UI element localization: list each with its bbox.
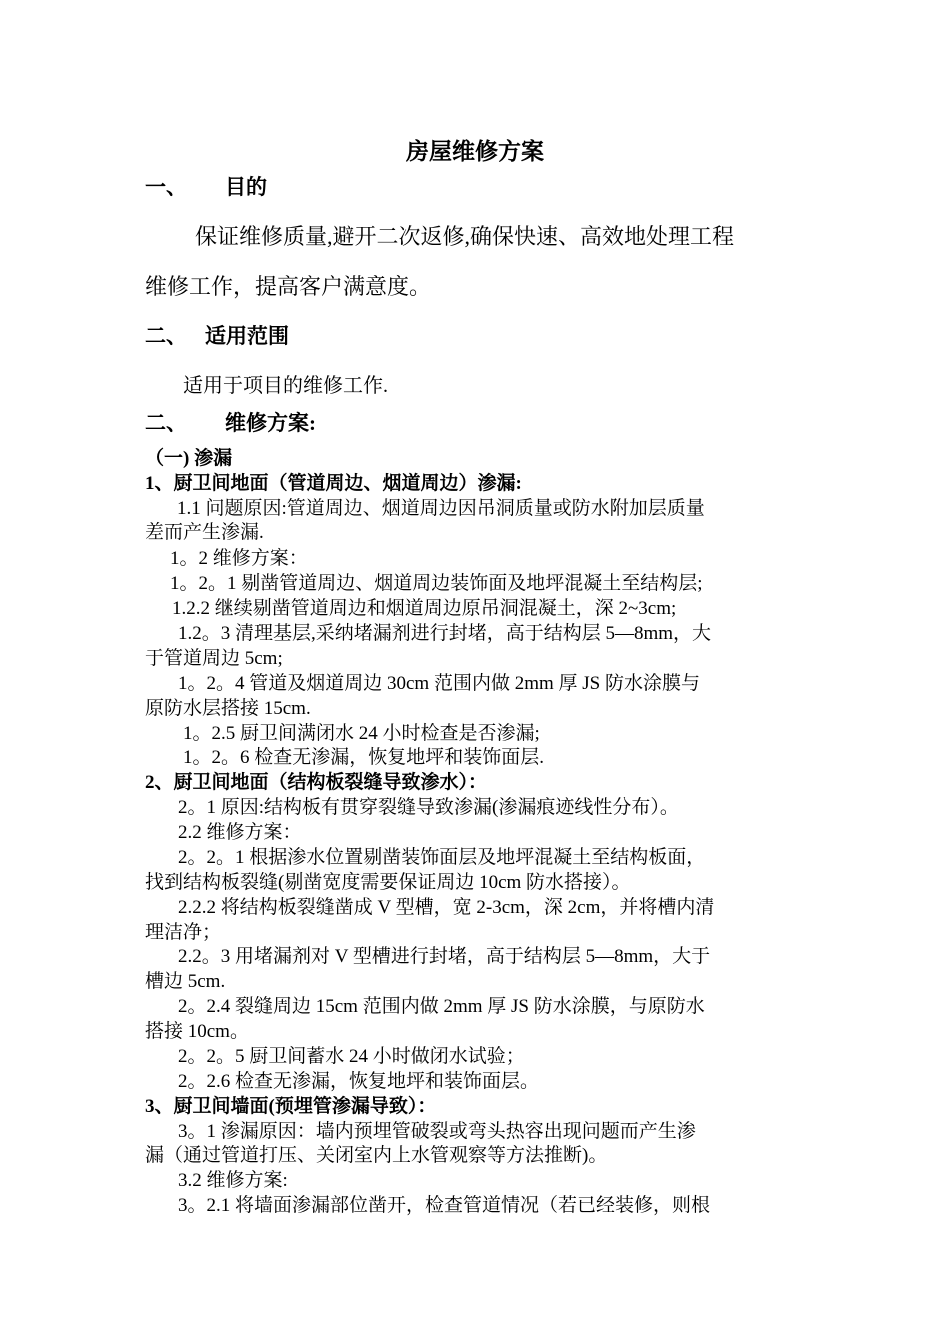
paragraph-line: 1.2.2 继续剔凿管道周边和烟道周边原吊洞混凝土，深 2~3cm; <box>172 598 677 619</box>
paragraph-line: 2.2。3 用堵漏剂对 V 型槽进行封堵，高于结构层 5—8mm，大于 <box>178 946 711 967</box>
section-title: 目的 <box>225 175 267 199</box>
section-number: 二、 <box>145 411 187 435</box>
paragraph-line: 槽边 5cm. <box>145 971 226 992</box>
paragraph-line: 2。1 原因:结构板有贯穿裂缝导致渗漏(渗漏痕迹线性分布）。 <box>178 797 679 818</box>
paragraph-line: 1。2.5 厨卫间满闭水 24 小时检查是否渗漏; <box>183 723 540 744</box>
paragraph-line: 3.2 维修方案: <box>178 1170 288 1191</box>
paragraph-line: 2.2 维修方案： <box>178 822 302 843</box>
section-number: 二、 <box>145 324 187 348</box>
paragraph-line: 维修工作，提高客户满意度。 <box>145 274 432 299</box>
paragraph-line: 搭接 10cm。 <box>145 1021 249 1042</box>
item-heading: 2、厨卫间地面（结构板裂缝导致渗水）： <box>145 772 488 793</box>
paragraph-line: 1。2。4 管道及烟道周边 30cm 范围内做 2mm 厚 JS 防水涂膜与 <box>178 673 700 694</box>
item-heading: 1、厨卫间地面（管道周边、烟道周边）渗漏: <box>145 473 522 494</box>
section-number: 一、 <box>145 175 187 199</box>
paragraph-line: 保证维修质量,避开二次返修,确保快速、高效地处理工程 <box>195 224 735 249</box>
paragraph-line: 1.2。3 清理基层,采纳堵漏剂进行封堵，高于结构层 5—8mm，大 <box>178 623 712 644</box>
paragraph-line: 差而产生渗漏. <box>145 522 264 543</box>
paragraph-line: 3。1 渗漏原因：墙内预埋管破裂或弯头热容出现问题而产生渗 <box>178 1121 696 1142</box>
section-heading-scope <box>145 322 289 350</box>
paragraph-line: 找到结构板裂缝(剔凿宽度需要保证周边 10cm 防水搭接）。 <box>145 872 631 893</box>
document-title: 房屋维修方案 <box>406 139 544 164</box>
section-heading-plan <box>145 409 316 437</box>
paragraph-line: 漏（通过管道打压、关闭室内上水管观察等方法推断)。 <box>145 1145 608 1166</box>
paragraph-line: 1。2。6 检查无渗漏，恢复地坪和装饰面层. <box>183 747 545 768</box>
paragraph-line: 适用于项目的维修工作. <box>183 375 388 397</box>
paragraph-line: 于管道周边 5cm; <box>145 648 283 669</box>
section-heading-purpose <box>145 173 267 201</box>
section-title: 维修方案: <box>225 411 316 435</box>
paragraph-line: 2。2.4 裂缝周边 15cm 范围内做 2mm 厚 JS 防水涂膜，与原防水 <box>178 996 705 1017</box>
paragraph-line: 理洁净； <box>145 922 222 943</box>
paragraph-line: 2。2.6 检查无渗漏，恢复地坪和装饰面层。 <box>178 1071 540 1092</box>
subsection-heading: （一) 渗漏 <box>145 448 233 469</box>
paragraph-line: 2。2。5 厨卫间蓄水 24 小时做闭水试验； <box>178 1046 525 1067</box>
section-title: 适用范围 <box>205 324 289 348</box>
paragraph-line: 1.1 问题原因:管道周边、烟道周边因吊洞质量或防水附加层质量 <box>177 498 705 519</box>
paragraph-line: 2.2.2 将结构板裂缝凿成 V 型槽，宽 2-3cm，深 2cm，并将槽内清 <box>178 897 715 918</box>
paragraph-line: 2。2。1 根据渗水位置剔凿装饰面层及地坪混凝土至结构板面， <box>178 847 706 868</box>
paragraph-line: 3。2.1 将墙面渗漏部位凿开，检查管道情况（若已经装修，则根 <box>178 1195 711 1216</box>
paragraph-line: 1。2。1 剔凿管道周边、烟道周边装饰面及地坪混凝土至结构层; <box>170 573 703 594</box>
item-heading: 3、厨卫间墙面(预埋管渗漏导致）： <box>145 1096 437 1117</box>
paragraph-line: 原防水层搭接 15cm. <box>145 698 311 719</box>
paragraph-line: 1。2 维修方案： <box>170 548 308 569</box>
